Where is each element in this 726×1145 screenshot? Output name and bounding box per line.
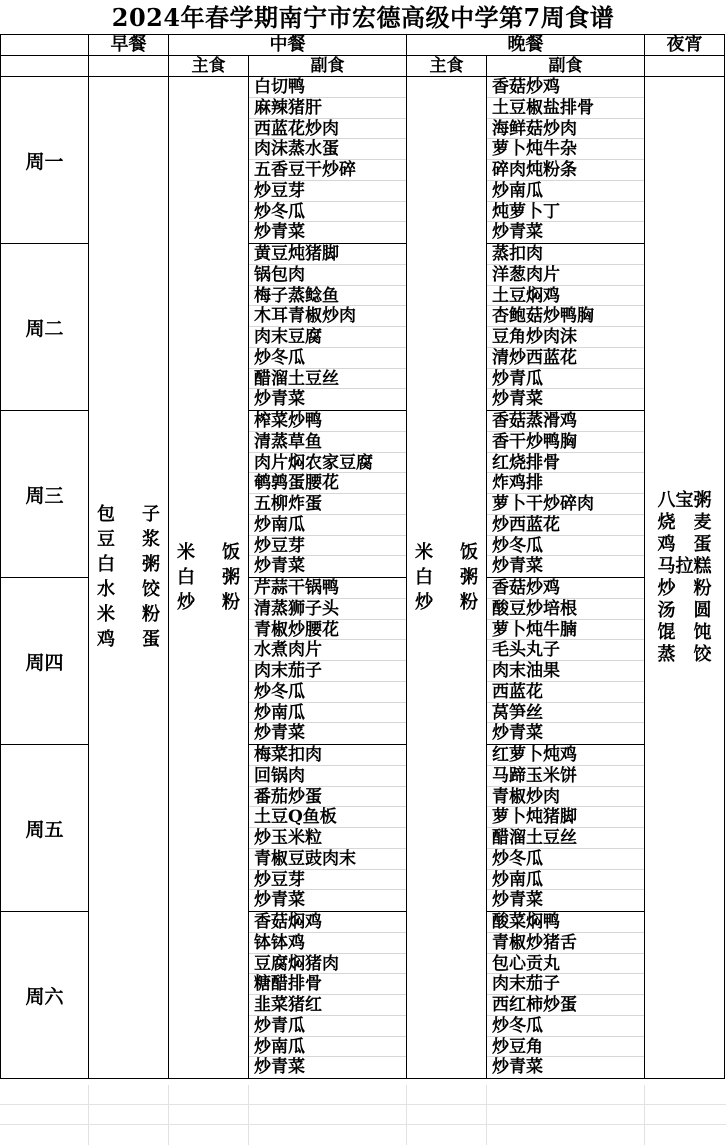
lunch-staple-cell [169, 77, 249, 1079]
dish-item: 炒青菜 [492, 556, 543, 577]
header-night: 夜宵 [645, 35, 725, 56]
dish-item: 蒸扣肉 [487, 244, 644, 265]
dish-item: 麻辣猪肝 [249, 98, 406, 119]
page-title: 2024年春学期南宁市宏德高级中学第7周食谱 [111, 3, 615, 32]
dish-item: 炒青菜 [492, 890, 543, 911]
dish-item: 炒西蓝花 [487, 515, 644, 536]
dish-item: 萝卜炖牛杂 [487, 139, 644, 160]
dish-item: 西蓝花炒肉 [249, 119, 406, 140]
dish-item: 梅子蒸鲶鱼 [249, 286, 406, 307]
night-item: 炒 粉 [657, 577, 712, 599]
menu-char: 饺 [142, 579, 160, 600]
menu-char: 白 [415, 566, 433, 588]
subheader-lunch-staple: 主食 [169, 56, 249, 77]
dish-item: 炒冬瓜 [487, 536, 644, 557]
gridline [406, 1085, 407, 1145]
dish-item: 糖醋排骨 [249, 974, 406, 995]
gridline [486, 1085, 487, 1145]
night-item: 汤 圆 [657, 599, 712, 621]
night-item: 八宝粥 [657, 489, 712, 511]
dinner-side-cell [487, 77, 645, 244]
dish-item: 萝卜炖牛腩 [487, 620, 644, 641]
dish-item: 肉末豆腐 [249, 327, 406, 348]
menu-char: 白 [97, 554, 115, 575]
subheader-empty [89, 56, 169, 77]
subheader-empty [645, 56, 725, 77]
night-item: 蒸 饺 [657, 643, 712, 665]
dish-item: 炒南瓜 [487, 181, 644, 202]
dish-item: 清蒸狮子头 [249, 599, 406, 620]
lunch-side-cell [249, 745, 407, 912]
dish-item: 青椒豆豉肉末 [249, 849, 406, 870]
dish-item: 莴笋丝 [487, 703, 644, 724]
dish-item: 炒青菜 [254, 890, 305, 911]
dish-item: 炒玉米粒 [249, 828, 406, 849]
day-label: 周四 [1, 578, 89, 745]
dish-item: 香菇蒸滑鸡 [487, 411, 644, 432]
gridline [644, 1085, 645, 1145]
dish-item: 碎肉炖粉条 [487, 160, 644, 181]
menu-char: 米 [97, 604, 115, 625]
subheader-dinner-staple: 主食 [407, 56, 487, 77]
dish-item: 炒冬瓜 [249, 202, 406, 223]
lunch-staple-items [169, 542, 248, 614]
night-item: 烧 麦 [657, 511, 712, 533]
dish-item: 豆角炒肉沫 [487, 327, 644, 348]
menu-char: 蛋 [142, 629, 160, 650]
dish-item: 炸鸡排 [487, 473, 644, 494]
dish-item: 炒青菜 [254, 556, 305, 577]
dish-item: 炒冬瓜 [487, 849, 644, 870]
subheader-lunch-side: 副食 [249, 56, 407, 77]
dinner-side-cell [487, 745, 645, 912]
menu-char: 鸡 [97, 629, 115, 650]
dish-item: 醋溜土豆丝 [249, 369, 406, 390]
dish-item: 白切鸭 [249, 77, 406, 98]
dish-item: 青椒炒猪舌 [487, 933, 644, 954]
day-row [1, 77, 725, 244]
dish-item: 酸菜焖鸭 [487, 912, 644, 933]
menu-char: 米 [415, 541, 433, 563]
dish-item: 炒青菜 [492, 222, 543, 243]
dish-item: 香干炒鸭胸 [487, 432, 644, 453]
dish-item: 炒南瓜 [487, 870, 644, 891]
lunch-side-cell [249, 77, 407, 244]
header-breakfast: 早餐 [89, 35, 169, 56]
day-label: 周五 [1, 745, 89, 912]
lunch-side-cell [249, 244, 407, 411]
dish-item: 肉沫蒸水蛋 [249, 139, 406, 160]
dish-item: 青椒炒肉 [487, 787, 644, 808]
gridline [248, 1085, 249, 1145]
dish-item: 酸豆炒培根 [487, 599, 644, 620]
lunch-side-cell [249, 578, 407, 745]
dish-item: 水煮肉片 [249, 640, 406, 661]
dish-item: 炒青菜 [254, 723, 305, 744]
menu-char: 豆 [97, 529, 115, 550]
dish-item: 炒青菜 [254, 1057, 305, 1078]
night-item: 马拉糕 [657, 555, 712, 577]
dish-item: 包心贡丸 [487, 954, 644, 975]
dish-item: 榨菜炒鸭 [249, 411, 406, 432]
empty-sheet-area [0, 1085, 726, 1145]
dish-item: 萝卜干炒碎肉 [487, 494, 644, 515]
breakfast-cell [89, 77, 169, 1079]
dish-item: 炒青菜 [492, 389, 543, 410]
lunch-side-cell [249, 411, 407, 578]
dish-item: 萝卜炖猪脚 [487, 807, 644, 828]
dish-item: 韭菜猪红 [249, 995, 406, 1016]
night-item: 鸡 蛋 [657, 533, 712, 555]
dish-item: 杏鲍菇炒鸭胸 [487, 306, 644, 327]
dish-item: 炒南瓜 [249, 703, 406, 724]
dish-item: 海鲜菇炒肉 [487, 119, 644, 140]
menu-char: 饭 [460, 541, 478, 563]
dish-item: 清炒西蓝花 [487, 348, 644, 369]
day-label: 周一 [1, 77, 89, 244]
dish-item: 香菇焖鸡 [249, 912, 406, 933]
menu-char: 粥 [142, 554, 160, 575]
dish-item: 芹蒜干锅鸭 [249, 578, 406, 599]
dish-item: 炒豆角 [487, 1037, 644, 1058]
menu-char: 白 [177, 566, 195, 588]
dish-item: 木耳青椒炒肉 [249, 306, 406, 327]
menu-char: 子 [142, 504, 160, 525]
dish-item: 炒冬瓜 [249, 682, 406, 703]
day-label: 周三 [1, 411, 89, 578]
menu-char: 米 [177, 541, 195, 563]
dinner-side-cell [487, 244, 645, 411]
menu-table [0, 34, 725, 1079]
dinner-side-cell [487, 578, 645, 745]
dish-item: 炖萝卜丁 [487, 202, 644, 223]
header-dinner: 晚餐 [407, 35, 645, 56]
dish-item: 炒豆芽 [249, 181, 406, 202]
menu-char: 粉 [222, 591, 240, 613]
dish-item: 炒青瓜 [487, 369, 644, 390]
dish-item: 洋葱肉片 [487, 265, 644, 286]
dish-item: 土豆Q鱼板 [249, 807, 406, 828]
dish-item: 清蒸草鱼 [249, 432, 406, 453]
menu-char: 饭 [222, 541, 240, 563]
dish-item: 炒青菜 [254, 389, 305, 410]
dish-item: 炒冬瓜 [487, 1016, 644, 1037]
gridline [0, 1124, 726, 1125]
gridline [168, 1085, 169, 1145]
dish-item: 鹌鹑蛋腰花 [249, 473, 406, 494]
dish-item: 肉末茄子 [249, 661, 406, 682]
dish-item: 梅菜扣肉 [249, 745, 406, 766]
dish-item: 炒豆芽 [249, 536, 406, 557]
dish-item: 炒青菜 [254, 222, 305, 243]
menu-char: 水 [97, 579, 115, 600]
dinner-staple-items [407, 542, 486, 614]
dish-item: 西蓝花 [487, 682, 644, 703]
gridline [0, 1104, 726, 1105]
dish-item: 毛头丸子 [487, 640, 644, 661]
dish-item: 炒南瓜 [249, 1037, 406, 1058]
night-item: 馄 饨 [657, 621, 712, 643]
dish-item: 香菇炒鸡 [487, 578, 644, 599]
dish-item: 番茄炒蛋 [249, 787, 406, 808]
dish-item: 炒青瓜 [249, 1016, 406, 1037]
dish-item: 土豆椒盐排骨 [487, 98, 644, 119]
dish-item: 土豆焖鸡 [487, 286, 644, 307]
dish-item: 炒南瓜 [249, 515, 406, 536]
dinner-side-cell [487, 912, 645, 1079]
dish-item: 回锅肉 [249, 766, 406, 787]
subheader-dinner-side: 副食 [487, 56, 645, 77]
dish-item: 豆腐焖猪肉 [249, 954, 406, 975]
menu-char: 粥 [460, 566, 478, 588]
dish-item: 肉片焖农家豆腐 [249, 453, 406, 474]
dish-item: 醋溜土豆丝 [487, 828, 644, 849]
header-corner [1, 35, 89, 56]
dish-item: 青椒炒腰花 [249, 620, 406, 641]
menu-char: 粉 [142, 604, 160, 625]
dish-item: 红烧排骨 [487, 453, 644, 474]
dish-item: 肉末茄子 [487, 974, 644, 995]
dish-item: 钵钵鸡 [249, 933, 406, 954]
dish-item: 炒冬瓜 [249, 348, 406, 369]
menu-char: 粥 [222, 566, 240, 588]
dish-item: 香菇炒鸡 [487, 77, 644, 98]
dish-item: 红萝卜炖鸡 [487, 745, 644, 766]
header-lunch: 中餐 [169, 35, 407, 56]
menu-char: 炒 [415, 591, 433, 613]
day-label: 周二 [1, 244, 89, 411]
dish-item: 西红柿炒蛋 [487, 995, 644, 1016]
menu-char: 粉 [460, 591, 478, 613]
subheader-empty [1, 56, 89, 77]
dish-item: 五柳炸蛋 [249, 494, 406, 515]
dish-item: 炒青菜 [492, 1057, 543, 1078]
lunch-side-cell [249, 912, 407, 1079]
dish-item: 黄豆炖猪脚 [249, 244, 406, 265]
menu-char: 浆 [142, 529, 160, 550]
day-label: 周六 [1, 912, 89, 1079]
dinner-staple-cell [407, 77, 487, 1079]
menu-char: 炒 [177, 591, 195, 613]
dish-item: 锅包肉 [249, 265, 406, 286]
night-snack-cell [645, 77, 725, 1079]
dish-item: 炒豆芽 [249, 870, 406, 891]
dinner-side-cell [487, 411, 645, 578]
dish-item: 肉末油果 [487, 661, 644, 682]
menu-char: 包 [97, 504, 115, 525]
dish-item: 五香豆干炒碎 [249, 160, 406, 181]
dish-item: 马蹄玉米饼 [487, 766, 644, 787]
dish-item: 炒青菜 [492, 723, 543, 744]
breakfast-items [89, 504, 168, 651]
gridline [88, 1085, 89, 1145]
